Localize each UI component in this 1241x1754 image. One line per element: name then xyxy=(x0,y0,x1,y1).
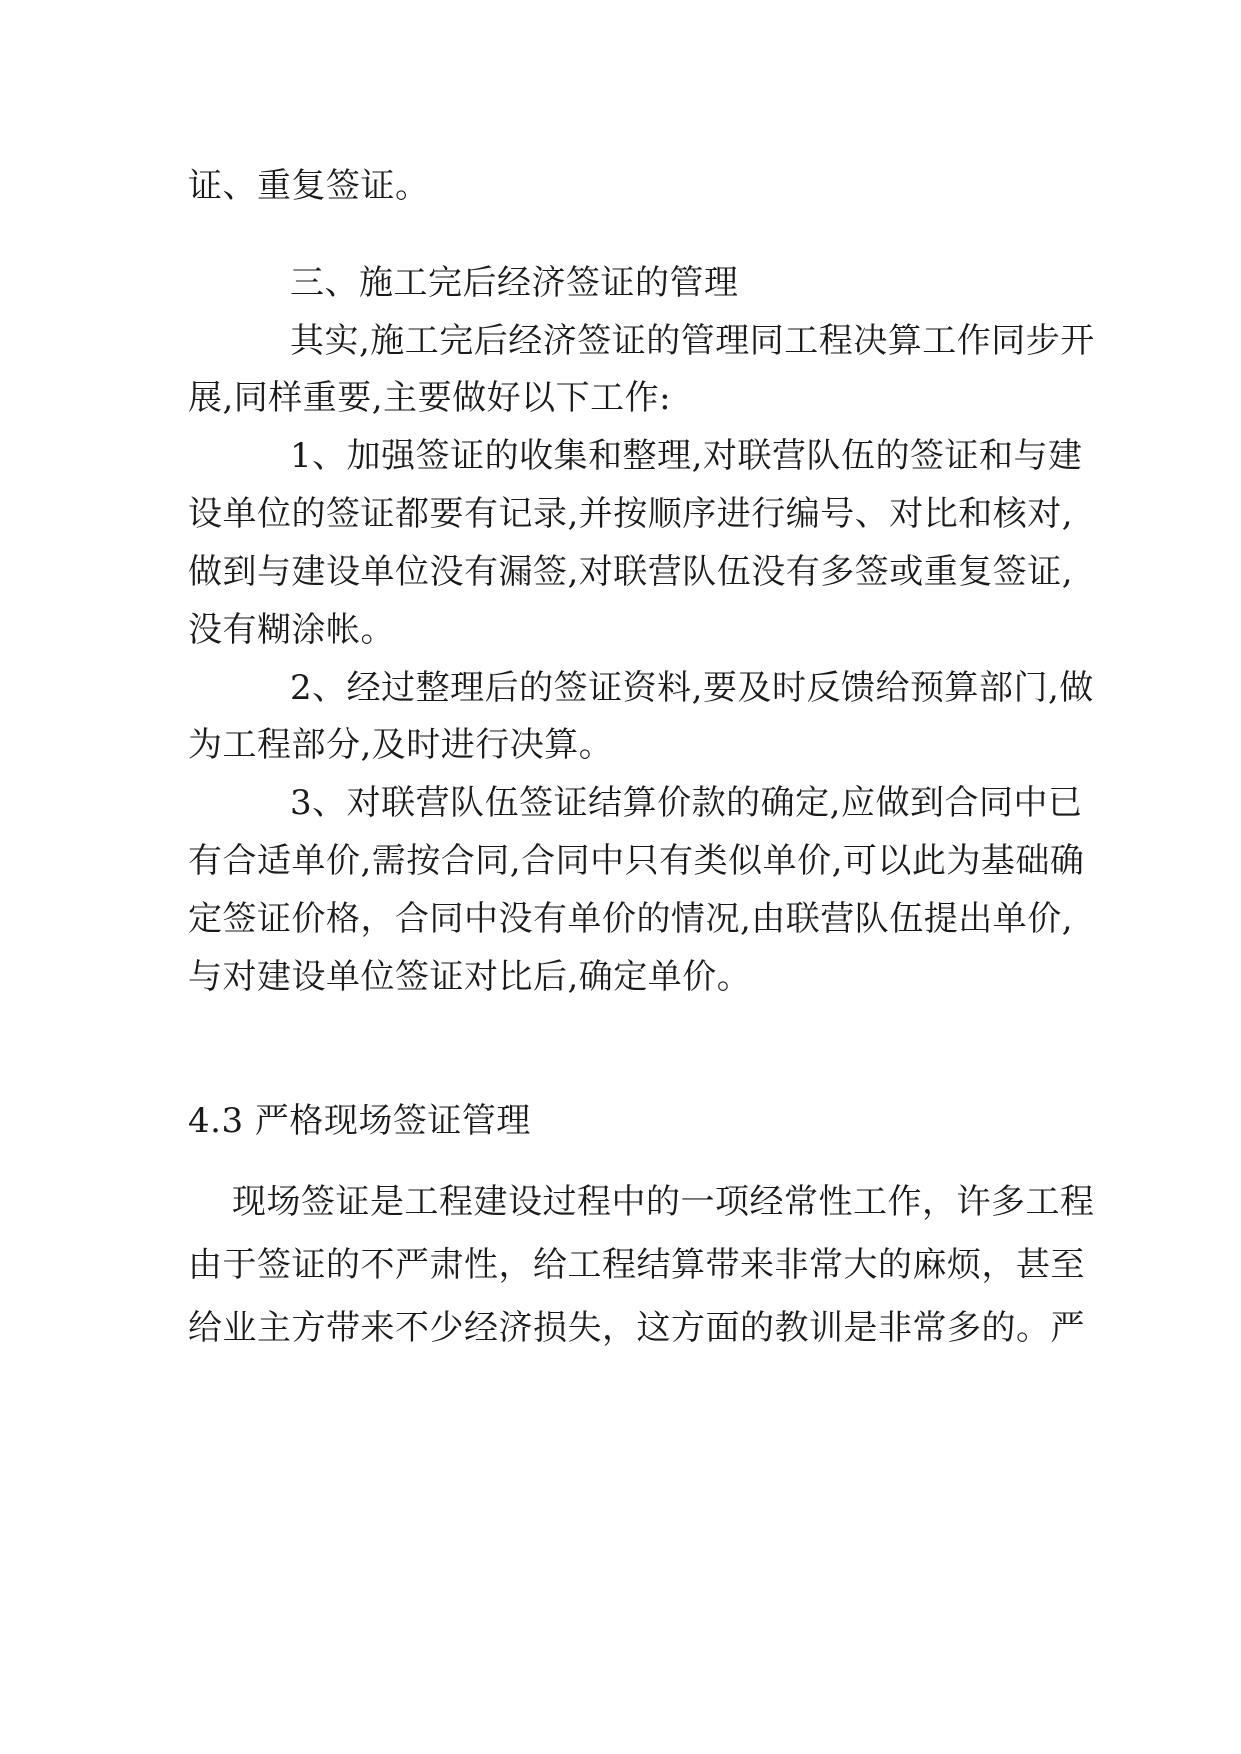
paragraph-line: 给业主方带来不少经济损失，这方面的教训是非常多的。严 xyxy=(188,1308,1085,1348)
paragraph-line: 展,同样重要,主要做好以下工作: xyxy=(188,378,672,418)
paragraph-line: 做到与建设单位没有漏签,对联营队伍没有多签或重复签证, xyxy=(188,552,1074,592)
list-item-line: 2、经过整理后的签证资料,要及时反馈给预算部门,做 xyxy=(290,668,1094,708)
paragraph-line: 有合适单价,需按合同,合同中只有类似单价,可以此为基础确 xyxy=(188,841,1085,881)
paragraph-line: 没有糊涂帐。 xyxy=(188,610,395,650)
list-item-line: 1、加强签证的收集和整理,对联营队伍的签证和与建 xyxy=(290,436,1083,476)
paragraph-line: 为工程部分,及时进行决算。 xyxy=(188,725,614,765)
paragraph-line: 定签证价格，合同中没有单价的情况,由联营队伍提出单价, xyxy=(188,899,1074,939)
paragraph-line: 证、重复签证。 xyxy=(188,166,430,206)
paragraph-line: 其实,施工完后经济签证的管理同工程决算工作同步开 xyxy=(290,321,1095,361)
list-item-line: 3、对联营队伍签证结算价款的确定,应做到合同中已 xyxy=(290,783,1083,823)
paragraph-line: 设单位的签证都要有记录,并按顺序进行编号、对比和核对, xyxy=(188,494,1074,534)
section-heading: 三、施工完后经济签证的管理 xyxy=(290,263,739,303)
paragraph-line: 由于签证的不严肃性，给工程结算带来非常大的麻烦，甚至 xyxy=(188,1245,1085,1285)
paragraph-line: 与对建设单位签证对比后,确定单价。 xyxy=(188,957,752,997)
section-heading: 4.3 严格现场签证管理 xyxy=(188,1101,531,1141)
paragraph-line: 现场签证是工程建设过程中的一项经常性工作，许多工程 xyxy=(232,1182,1095,1222)
